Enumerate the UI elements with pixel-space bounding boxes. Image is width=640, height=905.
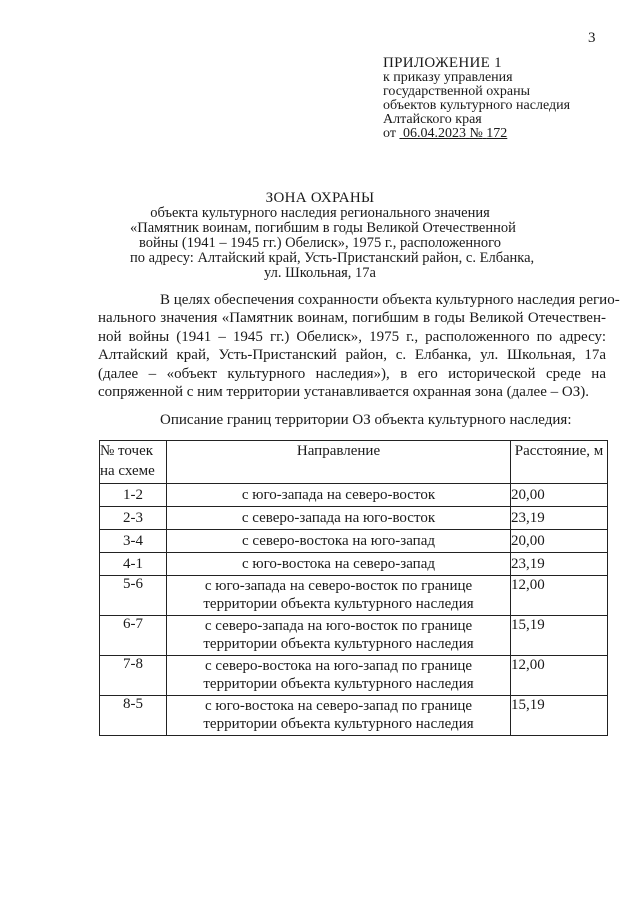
row-points: 1-2 xyxy=(100,484,167,507)
table-row xyxy=(100,576,608,616)
row-distance: 20,00 xyxy=(511,484,608,507)
intro-line: нального значения «Памятник воинам, погибшим в годы Великой Отечествен- xyxy=(98,310,606,327)
row-distance: 23,19 xyxy=(511,507,608,530)
row-distance: 20,00 xyxy=(511,530,608,553)
zone-heading-line: объекта культурного наследия регионального значения xyxy=(150,205,490,221)
zone-heading-line: «Памятник воинам, погибшим в годы Великой Отечественной xyxy=(130,220,516,236)
row-points: 4-1 xyxy=(100,553,167,576)
table-row xyxy=(100,616,608,656)
boundary-table xyxy=(99,440,608,736)
header-distance: Расстояние, м xyxy=(511,441,608,484)
zone-heading xyxy=(130,190,535,281)
date-prefix: от xyxy=(383,126,396,141)
table-header-row xyxy=(100,441,608,484)
intro-line: ной войны (1941 – 1945 гг.) Обелиск», 1975 г., расположенного по адресу: xyxy=(98,328,606,345)
row-points: 6-7 xyxy=(100,616,167,656)
row-direction: с юго-запада на северо-восток xyxy=(167,484,511,507)
zone-heading-line: войны (1941 – 1945 гг.) Обелиск», 1975 г., расположенного xyxy=(139,235,501,251)
intro-line: Алтайский край, Усть-Пристанский район, с. Елбанка, ул. Школьная, 17а xyxy=(98,347,606,364)
table-row xyxy=(100,553,608,576)
table-row xyxy=(100,530,608,553)
row-direction: с северо-востока на юго-запад по границе территории объекта культурного наследия xyxy=(167,656,511,696)
table-row xyxy=(100,696,608,736)
row-points: 5-6 xyxy=(100,576,167,616)
zone-heading-line: ул. Школьная, 17а xyxy=(264,265,376,281)
intro-line: (далее – «объект культурного наследия»), в его исторической среде на xyxy=(98,365,606,382)
row-direction: с северо-запада на юго-восток xyxy=(167,507,511,530)
row-distance: 15,19 xyxy=(511,616,608,656)
page-number: 3 xyxy=(588,30,596,46)
appendix-line: Алтайского края xyxy=(383,112,482,127)
header-direction: Направление xyxy=(167,441,511,484)
row-points: 7-8 xyxy=(100,656,167,696)
row-distance: 23,19 xyxy=(511,553,608,576)
header-points: № точек на схеме xyxy=(100,441,167,484)
intro-line: В целях обеспечения сохранности объекта культурного наследия регио- xyxy=(160,292,620,308)
table-row xyxy=(100,507,608,530)
row-points: 3-4 xyxy=(100,530,167,553)
appendix-block xyxy=(383,56,570,141)
table-caption: Описание границ территории ОЗ объекта культурного наследия: xyxy=(160,412,572,428)
order-date: 06.04.2023 xyxy=(402,126,466,141)
zone-title: ЗОНА ОХРАНЫ xyxy=(265,190,375,206)
intro-paragraph xyxy=(98,291,620,401)
table-row xyxy=(100,656,608,696)
appendix-line: к приказу управления xyxy=(383,70,513,85)
appendix-date-line xyxy=(383,127,570,141)
intro-line: сопряженной с ним территории устанавливается охранная зона (далее – ОЗ). xyxy=(98,384,589,401)
order-number: 172 xyxy=(486,126,508,141)
appendix-line: объектов культурного наследия xyxy=(383,98,571,113)
row-distance: 15,19 xyxy=(511,696,608,736)
row-direction: с юго-запада на северо-восток по границе территории объекта культурного наследия xyxy=(167,576,511,616)
row-distance: 12,00 xyxy=(511,576,608,616)
row-direction: с юго-востока на северо-запад xyxy=(167,553,511,576)
row-direction: с северо-запада на юго-восток по границе территории объекта культурного наследия xyxy=(167,616,511,656)
row-direction: с северо-востока на юго-запад xyxy=(167,530,511,553)
row-direction: с юго-востока на северо-запад по границе территории объекта культурного наследия xyxy=(167,696,511,736)
row-points: 8-5 xyxy=(100,696,167,736)
number-sign: № xyxy=(469,126,483,141)
row-distance: 12,00 xyxy=(511,656,608,696)
appendix-title: ПРИЛОЖЕНИЕ 1 xyxy=(383,55,502,71)
zone-heading-line: по адресу: Алтайский край, Усть-Пристанский район, с. Елбанка, xyxy=(130,250,535,266)
row-points: 2-3 xyxy=(100,507,167,530)
appendix-line: государственной охраны xyxy=(383,84,531,99)
table-row xyxy=(100,484,608,507)
